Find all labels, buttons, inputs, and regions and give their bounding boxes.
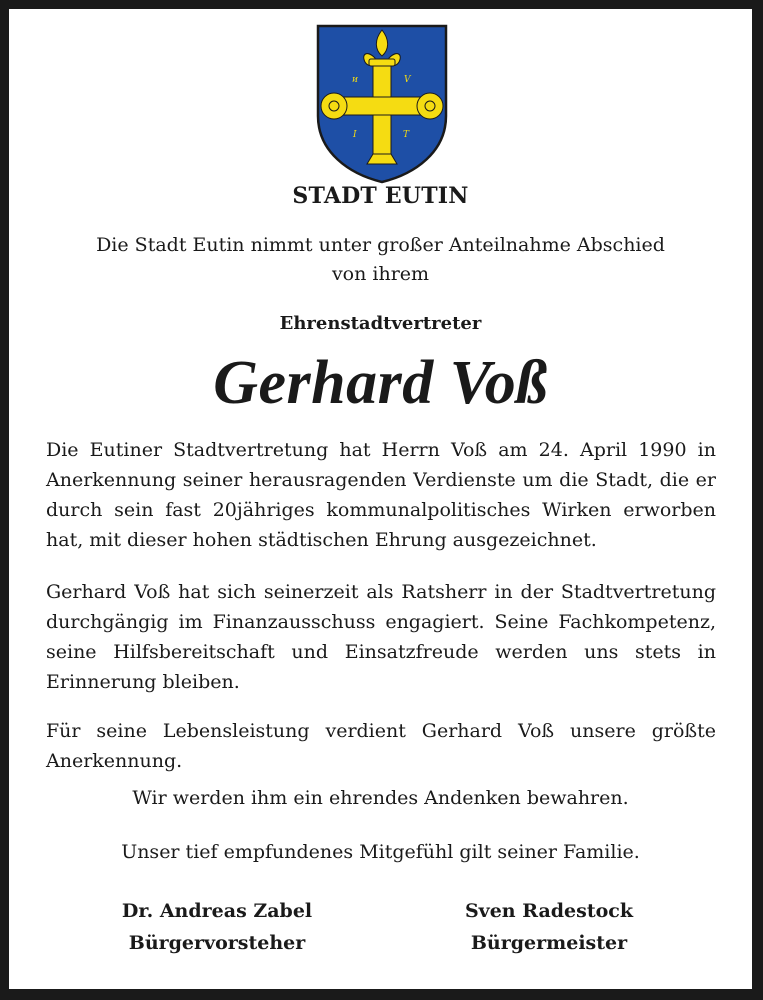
intro-text	[9, 231, 752, 289]
city-name: STADT EUTIN	[292, 183, 469, 209]
signatory-role: Bürgermeister	[470, 932, 628, 954]
signatory-role: Bürgervorsteher	[128, 932, 306, 954]
signatory-name: Sven Radestock	[464, 900, 634, 922]
obituary-notice	[9, 9, 752, 989]
body-paragraph-3: Für seine Lebensleistung verdient Gerhard Voß unsere größte Anerkennung.	[46, 720, 716, 772]
signature-block-1	[107, 895, 327, 959]
signature-block-2	[439, 895, 659, 959]
intro-line-2: von ihrem	[331, 263, 430, 285]
intro-line-1: Die Stadt Eutin nimmt unter großer Anteilnahme Abschied	[96, 234, 665, 256]
signatory-name: Dr. Andreas Zabel	[121, 900, 313, 922]
honorary-title: Ehrenstadtvertreter	[279, 313, 482, 334]
coat-of-arms-icon	[315, 24, 449, 184]
svg-text:T: T	[403, 130, 410, 140]
closing-line-1: Wir werden ihm ein ehrendes Andenken bewahren.	[132, 787, 629, 809]
deceased-name: Gerhard Voß	[213, 349, 548, 417]
svg-text:ᴎ: ᴎ	[352, 75, 358, 85]
body-paragraph-1: Die Eutiner Stadtvertretung hat Herrn Voß am 24. April 1990 in Anerkennung seiner herausragenden Verdienste um die Stadt, die er durch sein fast 20jähriges kommunalpolitisches Wirken erworben hat, mit dieser hohen städtischen Ehrung ausgezeichnet.	[46, 439, 716, 551]
svg-text:V: V	[404, 75, 411, 85]
closing-line-2: Unser tief empfundenes Mitgefühl gilt seiner Familie.	[121, 841, 640, 863]
svg-text:I: I	[353, 130, 357, 140]
body-paragraph-2: Gerhard Voß hat sich seinerzeit als Ratsherr in der Stadtvertretung durchgängig im Finanzausschuss engagiert. Seine Fachkompetenz, seine Hilfsbereitschaft und Einsatzfreude werden uns stets in Erinnerung bleiben.	[46, 581, 716, 693]
